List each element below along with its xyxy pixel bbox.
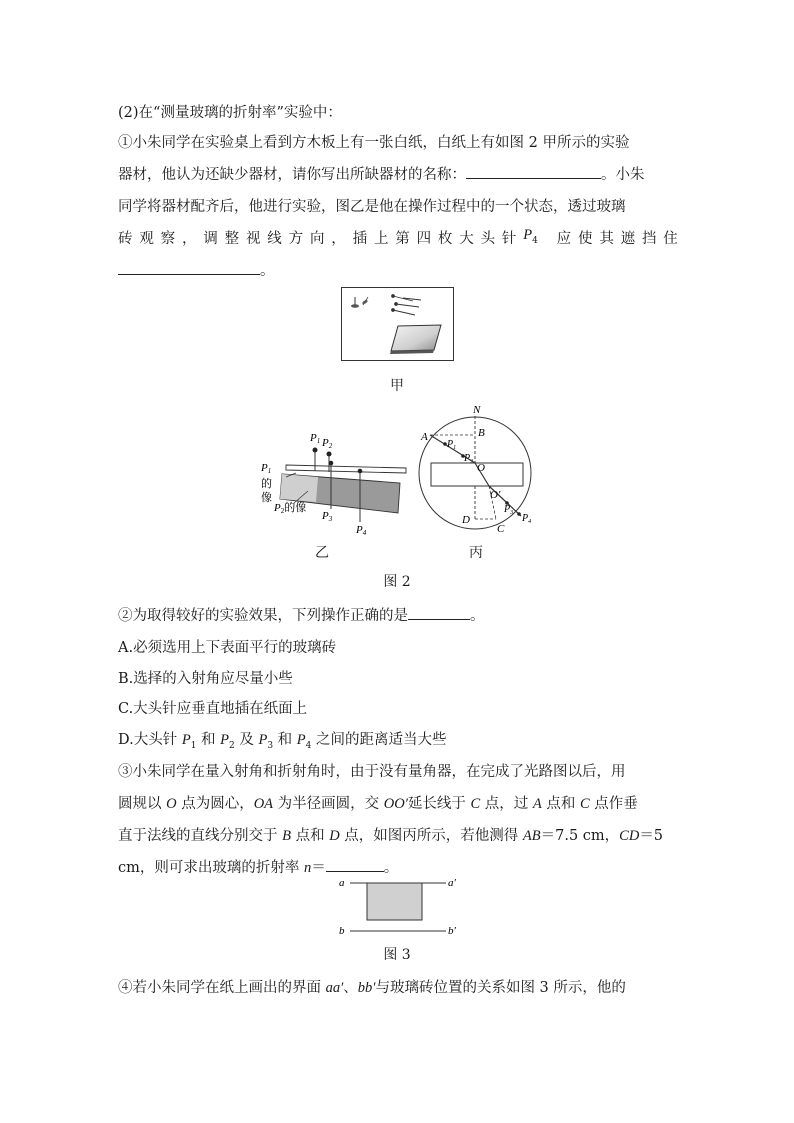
q1-l4-char: 线 [267,231,282,247]
q4-t3: 与玻璃砖位置的关系如图 3 所示，他的 [375,980,626,996]
bing-label-o-prime: O′ [490,489,501,501]
figure-3-caption: 图 3 [383,947,411,963]
q3-l3-t4: ＝7.5 cm， [540,828,620,844]
q3-l4-t3: 。 [383,860,399,876]
yi-label-p1-image-c: 像 [261,492,272,504]
q3-l4-t1: cm，则可求出玻璃的折射率 [118,860,304,876]
yi-label-p4: P4 [356,524,367,537]
q1-l4-tail-char: 住 [663,231,678,247]
option-d-p2-sub: 2 [229,740,235,751]
q3-l2-c: C [470,796,481,812]
option-d-text-4: 和 [273,732,297,748]
q3-l3-d: D [329,828,340,844]
option-d-p3: P [258,732,268,748]
q3-l2-t4: 延长线于 [407,796,471,812]
q1-l4-tail-char: 应 [556,231,572,247]
q1-l4-tail-char: 遮 [620,231,636,247]
q3-l3-cd: CD [619,828,640,844]
yi-label-p2: P2 [322,437,333,450]
q1-l4-char: 针 [501,231,517,247]
option-d-text-1: D.大头针 [118,732,182,748]
figure-3 [336,874,464,938]
q1-l4-char: 插 [352,231,368,247]
q4-bb: bb′ [357,980,376,996]
q1-l4-tail-char: 其 [599,231,614,247]
q1-l4-char: 四 [416,231,432,247]
q1-l4-char: 调 [203,231,218,247]
q3-l3-b: B [282,828,291,844]
option-c: C.大头针应垂直地插在纸面上 [118,701,308,717]
q1-l4-char: 枚 [437,231,453,247]
q1-l4-char: 砖 [118,231,133,247]
fig3-label-a: a [339,877,345,889]
q1-line-2-text: 器材，他认为还缺少器材，请你写出所缺器材的名称： [118,167,466,183]
q1-l4-char: 视 [245,231,261,247]
q1-l4-char: 大 [459,231,474,247]
missing-equipment-blank[interactable] [466,164,601,179]
q3-l2-a: A [532,796,542,812]
q3-l2-t7: 点作垂 [589,796,638,812]
yi-label-p3: P3 [322,510,333,523]
bing-label-p3: $P_3$ [504,504,514,516]
option-d-p4-sub: 4 [305,740,312,751]
option-a: A.必须选用上下表面平行的玻璃砖 [118,640,337,656]
q1-l4-tail-char: 使 [577,231,593,247]
bing-label-b: B [478,427,485,439]
refractive-index-blank[interactable] [326,857,384,872]
q3-l3-ab: AB [522,828,541,844]
bing-label-p4: $P_4$ [522,513,532,525]
bing-label-a: A [421,431,428,443]
q1-line-4 [118,227,678,248]
q2-stem-end: 。 [470,608,485,624]
option-d-text-5: 之间的距离适当大些 [311,732,447,748]
yi-label-p1: P1 [310,432,321,445]
q2-answer-blank[interactable] [408,605,470,620]
option-d-p2: P [220,732,229,748]
q3-l2-t1: 圆规以 [118,796,167,812]
bing-label-n: N [473,404,481,416]
q3-l2-oa: OA [253,796,274,812]
q3-line-2 [118,792,638,813]
figure-jia [341,287,454,361]
q1-l4-char: ， [181,231,197,247]
q3-line-1: ③小朱同学在量入射角和折射角时，由于没有量角器，在完成了光路图以后，用 [118,764,626,780]
q1-l4-char: 整 [224,231,240,247]
yi-label-p2-image: P2的像 [274,502,307,515]
option-b: B.选择的入射角应尽量小些 [118,671,293,687]
q1-l4-char: 察 [160,231,176,247]
question-2-title: (2)在“测量玻璃的折射率”实验中： [118,105,342,121]
q3-l3-t2: 点和 [290,828,330,844]
yi-label-p1-image-a: P1 [261,462,272,475]
figure-2-caption: 图 2 [383,574,411,590]
q3-l3-t3: 点，如图丙所示，若他测得 [339,828,523,844]
q1-l4-p4: $P_4$ [523,227,538,246]
q3-l2-oo: OO′ [383,796,408,812]
option-d-p1-sub: 1 [190,740,197,751]
fig3-label-b-prime: b′ [448,925,456,937]
p4-blocks-blank[interactable] [118,260,260,275]
q3-l4-n: n [303,860,312,876]
bing-label-d: D [462,514,470,526]
q1-l4-char: 观 [139,231,154,247]
figure-yi [258,425,418,540]
q2-stem-text: ②为取得较好的实验效果，下列操作正确的是 [118,608,408,624]
q4-t2: 、 [343,980,358,996]
yi-label-p1-image-b: 的 [261,478,272,490]
q3-l2-o: O [166,796,177,812]
q3-l2-t3: 为半径画圆，交 [273,796,384,812]
q1-l4-char: 向 [309,231,325,247]
q1-l4-tail-char: 挡 [641,231,657,247]
option-d-p3-sub: 3 [267,740,274,751]
option-d [118,728,446,751]
fig3-label-a-prime: a′ [448,877,456,889]
q3-l3-t5: ＝5 [639,828,664,844]
figure-jia-caption: 甲 [390,378,404,394]
q3-l2-t6: 点和 [541,796,580,812]
q3-l2-t5: 点，过 [480,796,533,812]
option-d-text-3: 及 [234,732,259,748]
figure-yi-caption: 乙 [315,545,329,561]
bing-label-p2: $P_2$ [464,453,474,465]
q3-l3-t1: 直于法线的直线分别交于 [118,828,283,844]
q1-line-2 [118,163,645,184]
bing-label-c: C [497,523,505,535]
q4-t1: ④若小朱同学在纸上画出的界面 [118,980,326,996]
glass-block-icon [390,325,441,354]
q4-line-1 [118,976,626,997]
q1-line-5-tail: 。 [260,263,275,279]
q1-line-3: 同学将器材配齐后，他进行实验，图乙是他在操作过程中的一个状态，透过玻璃 [118,199,626,215]
q1-l4-char: 第 [395,231,410,247]
figure-bing-caption: 丙 [469,545,483,561]
bing-label-p1: $P_1$ [447,439,457,451]
bing-label-o: O [477,462,485,474]
q1-l4-char: 上 [373,231,389,247]
option-d-p4: P [296,732,306,748]
q3-line-3 [118,824,663,845]
figure-bing [418,402,538,542]
q1-l4-char: 头 [480,231,496,247]
q1-line-5 [118,259,275,280]
q3-l2-t2: 点为圆心， [176,796,254,812]
q4-aa: aa′ [325,980,344,996]
q3-l4-t2: ＝ [311,860,326,876]
q1-line-1: ①小朱同学在实验桌上看到方木板上有一张白纸，白纸上有如图 2 甲所示的实验 [118,135,630,151]
q1-l4-char: 方 [288,231,304,247]
q2-stem [118,604,485,625]
fig3-label-b: b [339,925,345,937]
option-d-text-2: 和 [196,732,221,748]
q1-line-2-tail: 。小朱 [601,167,645,183]
q1-l4-char: ， [331,231,346,247]
option-d-p1: P [181,732,191,748]
q3-l2-c2: C [579,796,590,812]
